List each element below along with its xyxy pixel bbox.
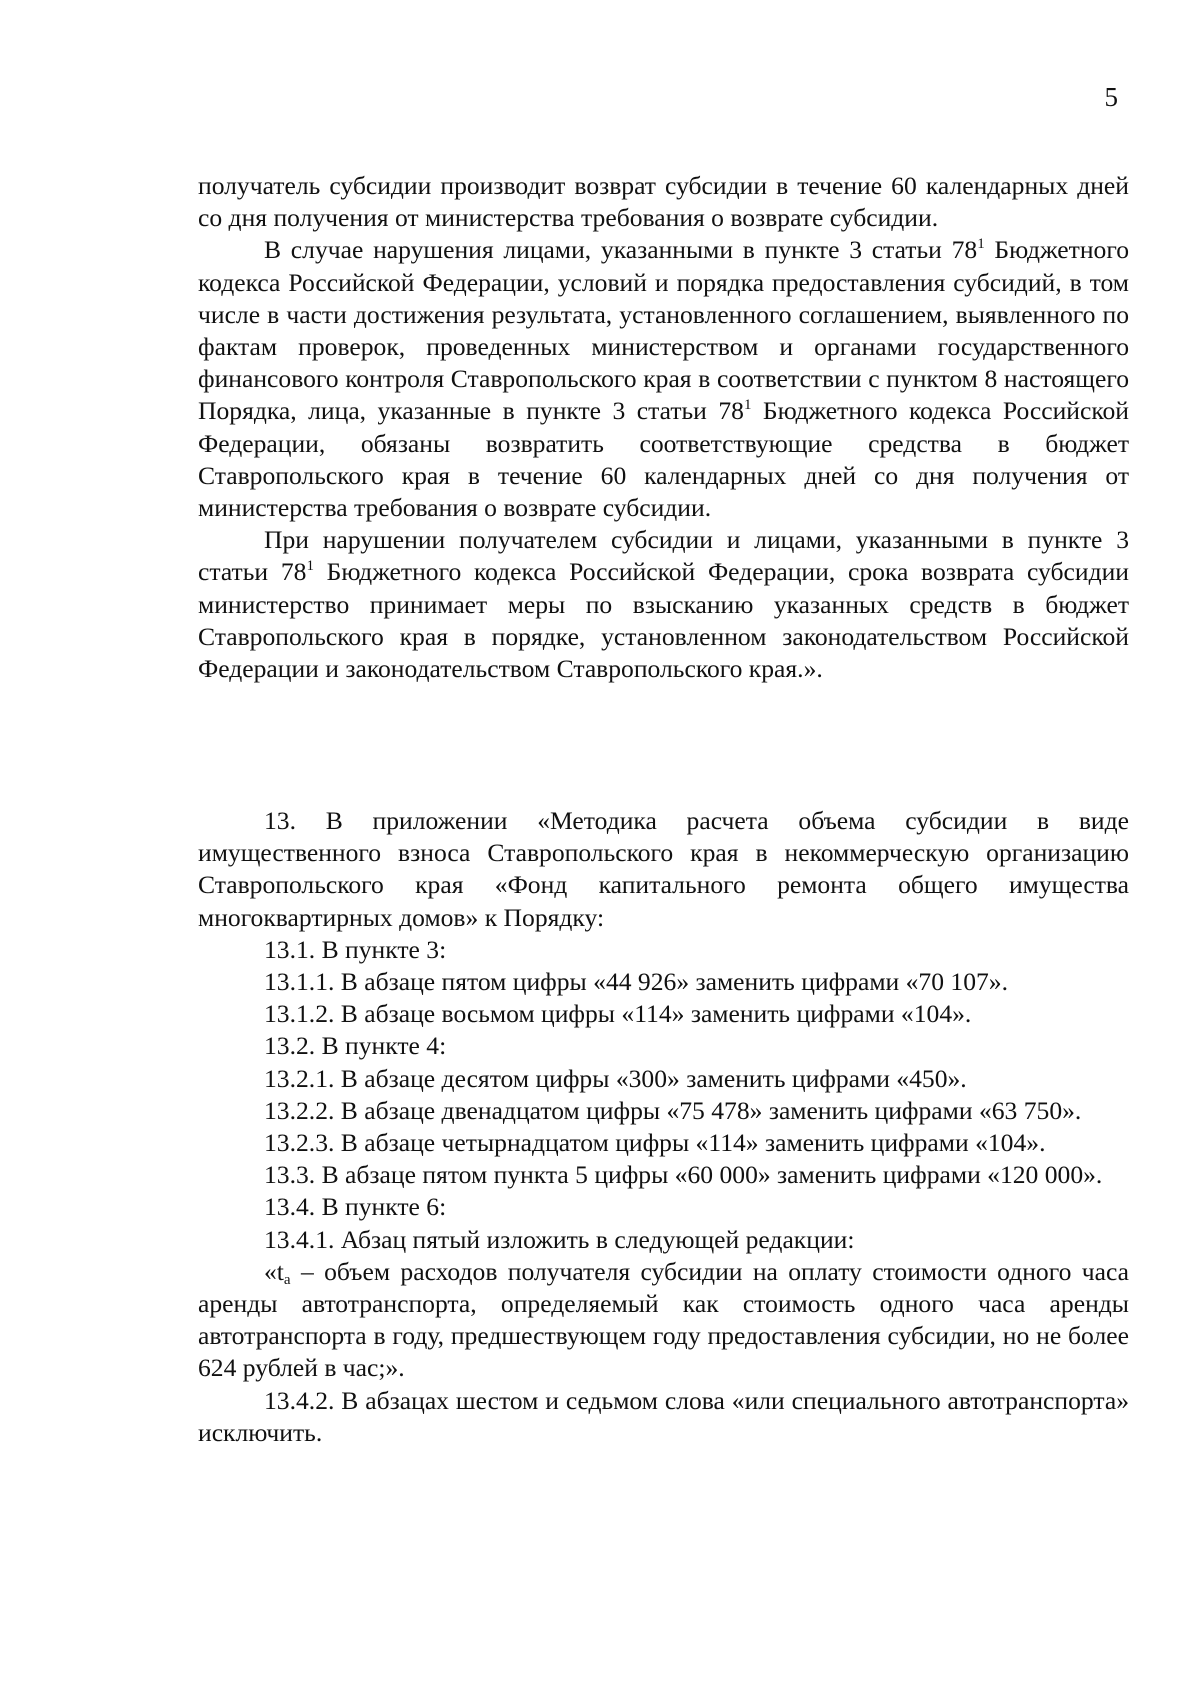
item-13-1-1: 13.1.1. В абзаце пятом цифры «44 926» заменить цифрами «70 107». <box>264 967 1008 997</box>
para2-text-2: Бюджетного кодекса Российской Федерации, условий и порядка предоставления субсидий, в том числе в части достижения результата, установленного соглашением, выявленного по фактам проверок, проведенных министерством и органами государственного финансового контроля Ставропольского края в соответствии с пунктом 8 настоящего Порядка, лица, указанные в пункте 3 статьи 78 <box>198 235 1130 426</box>
paragraph-violation-return <box>198 234 1129 524</box>
superscript-1: 1 <box>977 236 985 253</box>
paragraph-recovery-measures <box>198 524 1129 685</box>
para3-text-1: При нарушении получателем субсидии и лицами, указанными в пункте 3 статьи 78 <box>198 525 1129 587</box>
section-a <box>198 170 1129 685</box>
para2-text-1: В случае нарушения лицами, указанными в пункте 3 статьи 78 <box>264 235 978 265</box>
section-b <box>198 805 1129 1449</box>
item-13-1: 13.1. В пункте 3: <box>264 934 447 964</box>
quoted-definition <box>198 1256 1129 1385</box>
item-13-2-2: 13.2.2. В абзаце двенадцатом цифры «75 478» заменить цифрами «63 750». <box>264 1095 1082 1125</box>
quote-open: «t <box>264 1256 284 1286</box>
para2-text-3: Бюджетного кодекса Российской Федерации, обязаны возвратить соответствующие средства в бюджет Ставропольского края в течение 60 календарных дней со дня получения от министерства требования о возврате субсидии. <box>198 396 1129 523</box>
para3-text-2: Бюджетного кодекса Российской Федерации, срока возврата субсидии министерство принимает меры по взысканию указанных средств в бюджет Ставропольского края в порядке, установленном законодательством Российской Федерации и законодательством Ставропольского края.». <box>198 557 1129 684</box>
item-13-2-3: 13.2.3. В абзаце четырнадцатом цифры «114» заменить цифрами «104». <box>264 1128 1046 1158</box>
paragraph-subsidy-return: получатель субсидии производит возврат субсидии в течение 60 календарных дней со дня получения от министерства требования о возврате субсидии. <box>198 171 1129 233</box>
item-13-4-1: 13.4.1. Абзац пятый изложить в следующей редакции: <box>264 1224 855 1254</box>
item-13: 13. В приложении «Методика расчета объема субсидии в виде имущественного взноса Ставропольского края в некоммерческую организацию Ставропольского края «Фонд капитального ремонта общего имущества многоквартирных домов» к Порядку: <box>198 806 1129 932</box>
item-13-4: 13.4. В пункте 6: <box>264 1192 447 1222</box>
item-13-2: 13.2. В пункте 4: <box>264 1031 447 1061</box>
item-13-2-1: 13.2.1. В абзаце десятом цифры «300» заменить цифрами «450». <box>264 1063 967 1093</box>
page-number: 5 <box>1104 82 1118 112</box>
superscript-1: 1 <box>306 558 314 575</box>
superscript-1: 1 <box>743 397 752 414</box>
quote-text: – объем расходов получателя субсидии на оплату стоимости одного часа аренды автотранспорта, определяемый как стоимость одного часа аренды автотранспорта в году, предшествующем году предоставления субсидии, но не более 624 рублей в час;». <box>198 1256 1129 1383</box>
item-13-3: 13.3. В абзаце пятом пункта 5 цифры «60 000» заменить цифрами «120 000». <box>264 1160 1103 1190</box>
subscript-a: a <box>283 1271 291 1288</box>
item-13-1-2: 13.1.2. В абзаце восьмом цифры «114» заменить цифрами «104». <box>264 999 972 1029</box>
item-13-4-2: 13.4.2. В абзацах шестом и седьмом слова «или специального автотранспорта» исключить. <box>198 1385 1129 1447</box>
